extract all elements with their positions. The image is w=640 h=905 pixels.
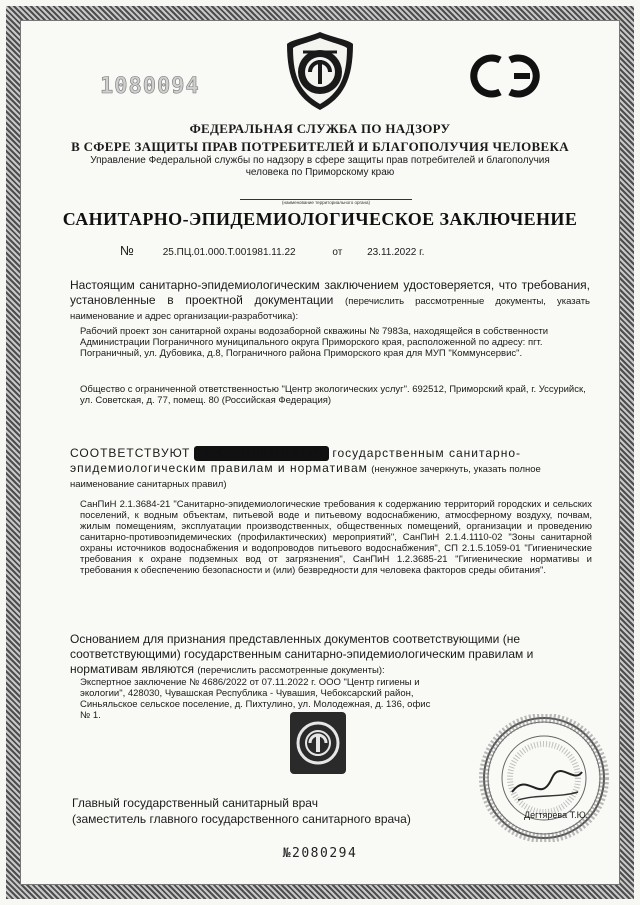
conformity-mark-icon xyxy=(466,54,546,98)
compliance-rest: государственным санитарно-эпидемиологическим правилам и нормативам xyxy=(70,446,521,475)
sanitary-emblem-icon xyxy=(283,30,357,112)
intro-note: (перечислить рассмотренные документы, указать наименование и адрес организации-разработчика): xyxy=(70,296,590,322)
compliance-word: СООТВЕТСТВУЮТ xyxy=(70,446,191,460)
agency-subtitle-line1: Управление Федеральной службы по надзору в сфере защиты прав потребителей и благополучия xyxy=(90,155,550,166)
agency-title-line2: В СФЕРЕ ЗАЩИТЫ ПРАВ ПОТРЕБИТЕЛЕЙ И БЛАГОПОЛУЧИЯ ЧЕЛОВЕКА xyxy=(71,139,569,154)
document-date: 23.11.2022 г. xyxy=(367,247,425,258)
basis-main: Основанием для признания представленных документов соответствующими (не соответствующими) государственным санитарно-эпидемиологическим правилам и нормативам являются xyxy=(70,632,534,676)
agency-subtitle xyxy=(0,155,640,179)
official-stamp-icon xyxy=(478,714,610,842)
document-number: 25.ПЦ.01.000.Т.001981.11.22 xyxy=(162,247,296,258)
watermark-serial: 1080094 xyxy=(100,74,200,99)
agency-subtitle-line2: человека по Приморскому краю xyxy=(245,167,395,178)
developer-organization: Общество с ограниченной ответственностью "Центр экологических услуг". 692512, Приморский край, г. Уссурийск, ул. Советская, д. 77, помещ. 80 (Российская Федерация) xyxy=(80,384,586,406)
number-label: № xyxy=(120,243,134,258)
sanitary-rules-list: СанПиН 2.1.3684-21 "Санитарно-эпидемиологические требования к содержанию территорий городских и сельских поселений, к водным объектам, питьевой воде и питьевому водоснабжению, атмосферному воздуху, почвам, жилым помещениям, эксплуатации производственных, общественных помещений, организации и проведению санитарно-противоэпидемических (профилактических) мероприятий", СанПиН 2.1.4.1110-02 "Зоны санитарной охраны источников водоснабжения и водопроводов питьевого водоснабжения", СП 2.1.5.1059-01 "Гигиенические требования к охране подземных вод от загрязнения", СанПиН 1.2.3685-21 "Гигиенические нормативы и требования к обеспечению безопасности и (или) безвредности для человека факторов среды обитания". xyxy=(80,499,592,576)
expert-conclusion: Экспертное заключение № 4686/2022 от 07.11.2022 г. ООО "Центр гигиены и экологии", 428030, Чувашская Республика - Чувашия, Чебоксарский район, Синьяльское сельское поселение, д. Пихтулино, ул. Молодежная, д. 136, офис № 1. xyxy=(80,677,431,721)
project-description: Рабочий проект зон санитарной охраны водозаборной скважины № 7983а, находящейся в собственности Администрации Пограничного муниципального округа Приморского края, расположенной по адресу: пгт. Пограничный, ул. Дубовика, д.8, Пограничного района Приморского края для МУП "Коммунсервис". xyxy=(80,326,549,359)
agency-title-line1: ФЕДЕРАЛЬНАЯ СЛУЖБА ПО НАДЗОРУ xyxy=(189,121,451,136)
agency-underline-note: (наименование территориального органа) xyxy=(281,200,371,205)
intro-paragraph xyxy=(70,278,590,323)
signature-title-line2: (заместитель главного государственного санитарного врача) xyxy=(72,812,411,826)
intro-main: Настоящим санитарно-эпидемиологическим заключением удостоверяется, что требования, установленные в проектной документации xyxy=(70,278,590,307)
compliance-statement xyxy=(70,446,590,491)
form-serial-number: №2080294 xyxy=(282,846,358,861)
signatory-name: Дегтярева Т.Ю. xyxy=(524,810,589,820)
date-label: от xyxy=(332,247,343,258)
document-number-row xyxy=(120,243,424,258)
document-title: САНИТАРНО-ЭПИДЕМИОЛОГИЧЕСКОЕ ЗАКЛЮЧЕНИЕ xyxy=(62,209,578,229)
compliance-struck-out: (НЕ СООТВЕТСТВУЮТ) xyxy=(193,446,330,460)
compliance-note: (ненужное зачеркнуть, указать полное наименование санитарных правил) xyxy=(70,464,541,490)
hologram-icon xyxy=(290,712,346,774)
signature-title-line1: Главный государственный санитарный врач xyxy=(72,796,318,810)
basis-paragraph xyxy=(70,632,590,677)
basis-note: (перечислить рассмотренные документы): xyxy=(197,665,385,676)
